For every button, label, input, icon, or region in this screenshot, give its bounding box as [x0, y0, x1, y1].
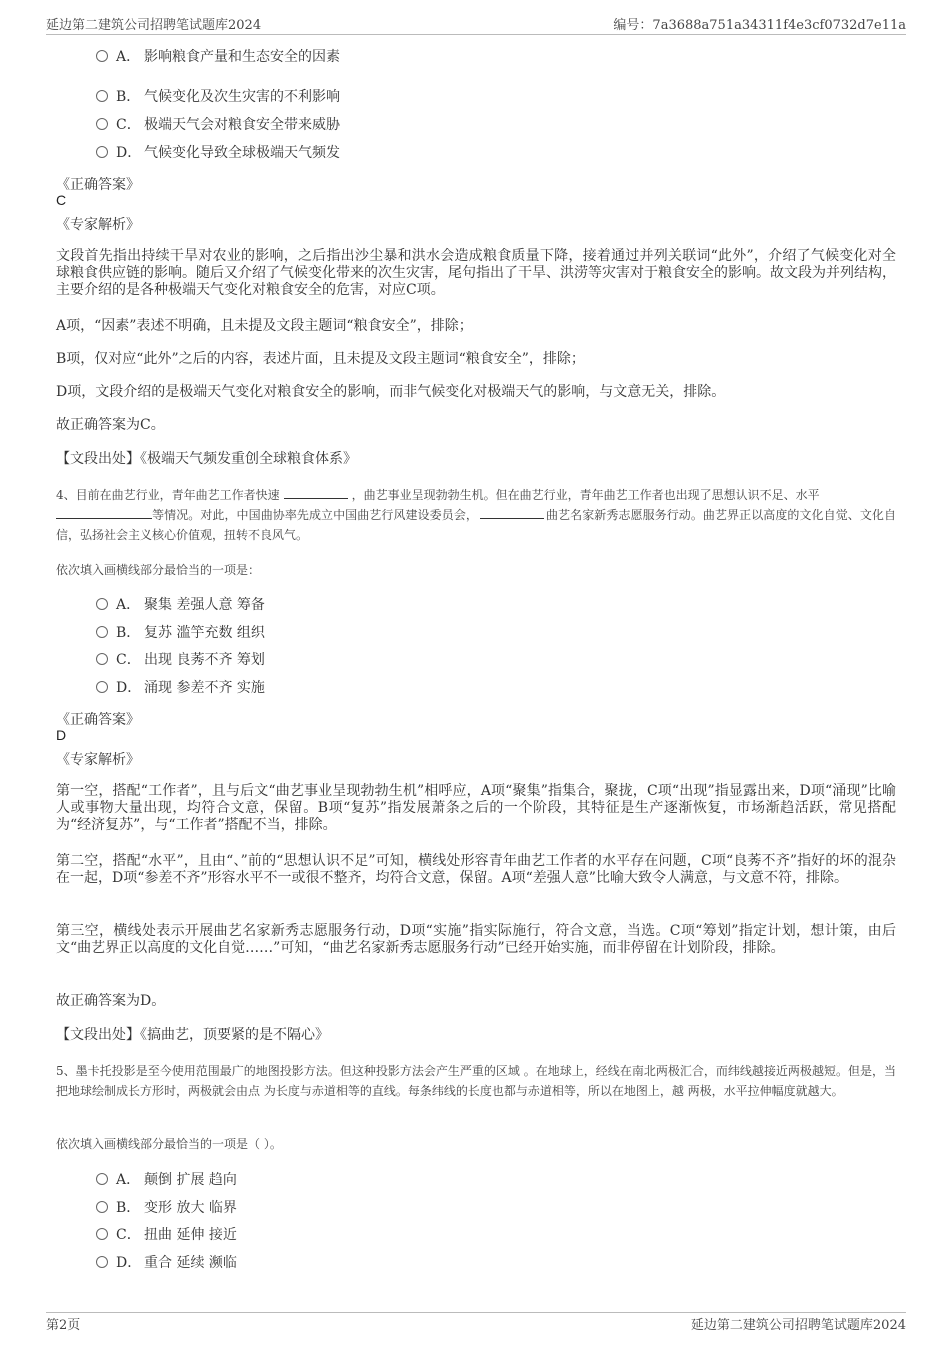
q3-option-c[interactable]: C． 极端天气会对粮食安全带来威胁: [96, 116, 340, 134]
q5-option-b[interactable]: B． 变形 放大 临界: [96, 1199, 237, 1217]
radio-icon[interactable]: [96, 653, 108, 665]
fill-blank: [480, 506, 544, 519]
analysis-paragraph: 文段首先指出持续干旱对农业的影响，之后指出沙尘暴和洪水会造成粮食质量下降，接着通过并列关联词“此外”，介绍了气候变化对全球粮食供应链的影响。随后又介绍了气候变化带来的次生灾害，尾句指出了干旱、洪涝等灾害对于粮食安全的影响。故文段为并列结构，主要介绍的是各种极端天气变化对粮食安全的危害，对应C项。: [56, 248, 896, 298]
answer-value: D: [56, 727, 67, 743]
question-prompt: 依次填入画横线部分最恰当的一项是（ ）。: [56, 1137, 282, 1151]
analysis-conclusion: 故正确答案为C。: [56, 417, 165, 433]
footer-divider: [46, 1312, 906, 1313]
analysis-label: 《专家解析》: [56, 217, 140, 233]
analysis-label: 《专家解析》: [56, 752, 140, 768]
radio-icon[interactable]: [96, 681, 108, 693]
analysis-paragraph: D项，文段介绍的是极端天气变化对粮食安全的影响，而非气候变化对极端天气的影响，与文意无关，排除。: [56, 384, 726, 400]
radio-icon[interactable]: [96, 1228, 108, 1240]
q4-option-b[interactable]: B． 复苏 滥竽充数 组织: [96, 624, 265, 642]
radio-icon[interactable]: [96, 626, 108, 638]
radio-icon[interactable]: [96, 1173, 108, 1185]
source-citation: 【文段出处】《搞曲艺，顶要紧的是不隔心》: [56, 1027, 329, 1043]
answer-value: C: [56, 192, 67, 208]
radio-icon[interactable]: [96, 1201, 108, 1213]
q5-option-c[interactable]: C． 扭曲 延伸 接近: [96, 1226, 237, 1244]
analysis-paragraph: A项，“因素”表述不明确，且未提及文段主题词“粮食安全”，排除；: [56, 318, 473, 334]
q3-option-a[interactable]: A． 影响粮食产量和生态安全的因素: [96, 48, 340, 66]
footer-title: 延边第二建筑公司招聘笔试题库2024: [690, 1318, 906, 1333]
radio-icon[interactable]: [96, 90, 108, 102]
radio-icon[interactable]: [96, 50, 108, 62]
q4-option-a[interactable]: A． 聚集 差强人意 筹备: [96, 596, 265, 614]
answer-label: 《正确答案》: [56, 177, 140, 193]
q4-option-d[interactable]: D． 涌现 参差不齐 实施: [96, 679, 265, 697]
q4-option-c[interactable]: C． 出现 良莠不齐 筹划: [96, 651, 265, 669]
analysis-paragraph: B项，仅对应“此外”之后的内容，表述片面，且未提及文段主题词“粮食安全”，排除；: [56, 351, 585, 367]
analysis-paragraph: 第二空，搭配“水平”，且由“、”前的“思想认识不足”可知，横线处形容青年曲艺工作者的水平存在问题，C项“良莠不齐”指好的坏的混杂在一起，D项“参差不齐”形容水平不一或很不整齐，均符合文意，保留。A项“差强人意”比喻大致令人满意，与文意不符，排除。: [56, 853, 896, 886]
radio-icon[interactable]: [96, 118, 108, 130]
page-number: 第2页: [46, 1318, 81, 1333]
question-stem: 5、墨卡托投影是至今使用范围最广的地图投影方法。但这种投影方法会产生严重的区域 。在地球上，经线在南北两极汇合，而纬线越接近两极越短。但是，当把地球绘制成长方形时，两极就会由点 为长度与赤道相等的直线。每条纬线的长度也都与赤道相等，所以在地图上，越 两极，水平拉伸幅度就越大。: [56, 1064, 896, 1098]
header-title: 延边第二建筑公司招聘笔试题库2024: [46, 18, 262, 33]
q3-option-b[interactable]: B． 气候变化及次生灾害的不利影响: [96, 88, 340, 106]
radio-icon[interactable]: [96, 1256, 108, 1268]
analysis-paragraph: 第一空，搭配“工作者”，且与后文“曲艺事业呈现勃勃生机”相呼应，A项“聚集”指集合，聚拢，C项“出现”指显露出来，D项“涌现”比喻人或事物大量出现，均符合文意，保留。B项“复苏”指发展萧条之后的一个阶段，其特征是生产逐渐恢复，市场渐趋活跃，常见搭配为“经济复苏”，与“工作者”搭配不当，排除。: [56, 783, 896, 833]
q5-option-d[interactable]: D． 重合 延续 濒临: [96, 1254, 237, 1272]
radio-icon[interactable]: [96, 146, 108, 158]
q5-option-a[interactable]: A． 颠倒 扩展 趋向: [96, 1171, 237, 1189]
fill-blank: [284, 486, 348, 499]
header-divider: [46, 34, 906, 35]
answer-label: 《正确答案》: [56, 712, 140, 728]
radio-icon[interactable]: [96, 598, 108, 610]
question-prompt: 依次填入画横线部分最恰当的一项是：: [56, 563, 261, 577]
source-citation: 【文段出处】《极端天气频发重创全球粮食体系》: [56, 451, 357, 467]
fill-blank: [56, 506, 152, 519]
analysis-conclusion: 故正确答案为D。: [56, 993, 166, 1009]
question-stem: 4、目前在曲艺行业，青年曲艺工作者快速 ，曲艺事业呈现勃勃生机。但在曲艺行业，青年曲艺工作者也出现了思想认识不足、水平 等情况。对此，中国曲协率先成立中国曲艺行风建设委员会， 曲艺名家新秀志愿服务行动。曲艺界正以高度的文化自觉、文化自信，弘扬社会主义核心价值观，扭转不良风气。: [56, 488, 896, 542]
analysis-paragraph: 第三空，横线处表示开展曲艺名家新秀志愿服务行动，D项“实施”指实际施行，符合文意，当选。C项“筹划”指定计划，想计策，由后文“曲艺界正以高度的文化自觉……”可知，“曲艺名家新秀志愿服务行动”已经开始实施，而非停留在计划阶段，排除。: [56, 923, 896, 956]
document-code: 编号：7a3688a751a34311f4e3cf0732d7e11a: [613, 18, 906, 33]
q3-option-d[interactable]: D． 气候变化导致全球极端天气频发: [96, 144, 340, 162]
